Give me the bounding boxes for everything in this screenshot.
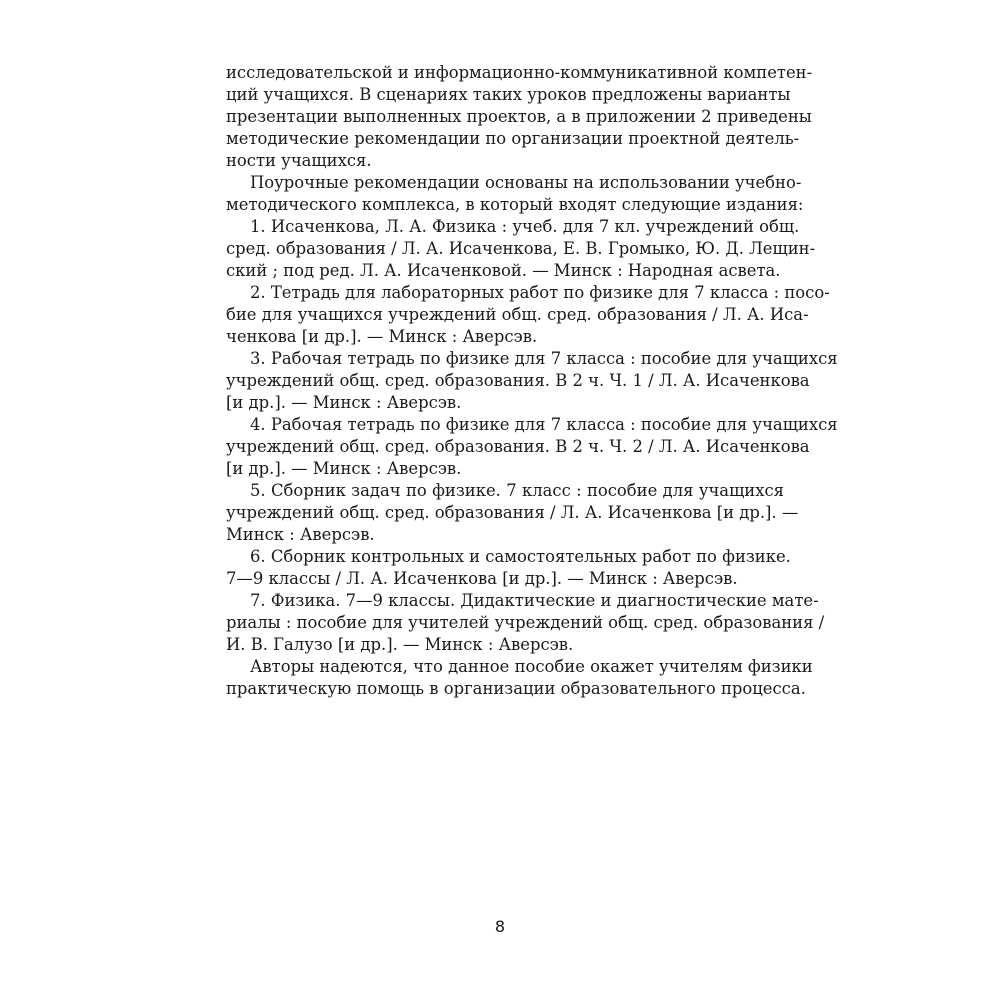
- text-line: ский ; под ред. Л. А. Исаченковой. — Минск : Народная асвета.: [226, 261, 781, 280]
- text-line: 1. Исаченкова, Л. А. Физика : учеб. для 7 кл. учреждений общ.: [250, 217, 800, 236]
- list-item-5: [226, 480, 799, 546]
- paragraph-umk-intro: [226, 172, 804, 216]
- text-line: 2. Тетрадь для лабораторных работ по физике для 7 класса : посо-: [250, 283, 830, 302]
- text-line: 5. Сборник задач по физике. 7 класс : пособие для учащихся: [250, 481, 784, 500]
- text-line: И. В. Галузо [и др.]. — Минск : Аверсэв.: [226, 635, 574, 654]
- text-line: 4. Рабочая тетрадь по физике для 7 класса : пособие для учащихся: [250, 415, 838, 434]
- text-line: [и др.]. — Минск : Аверсэв.: [226, 459, 462, 478]
- list-item-7: [226, 590, 825, 656]
- body-text: [226, 62, 838, 700]
- text-line: учреждений общ. сред. образования / Л. А. Исаченкова [и др.]. —: [226, 503, 799, 522]
- list-item-4: [226, 414, 838, 480]
- text-line: 7. Физика. 7—9 классы. Дидактические и диагностические мате-: [250, 591, 819, 610]
- list-item-1: [226, 216, 816, 282]
- text-line: сред. образования / Л. А. Исаченкова, Е. В. Громыко, Ю. Д. Лещин-: [226, 239, 816, 258]
- list-item-3: [226, 348, 838, 414]
- text-line: презентации выполненных проектов, а в приложении 2 приведены: [226, 107, 812, 126]
- text-line: учреждений общ. сред. образования. В 2 ч. Ч. 1 / Л. А. Исаченкова: [226, 371, 810, 390]
- text-line: ций учащихся. В сценариях таких уроков предложены варианты: [226, 85, 791, 104]
- text-line: [и др.]. — Минск : Аверсэв.: [226, 393, 462, 412]
- page-number: 8: [494, 917, 506, 936]
- text-line: исследовательской и информационно-коммуникативной компетен-: [226, 63, 813, 82]
- text-line: практическую помощь в организации образовательного процесса.: [226, 679, 806, 698]
- text-line: ности учащихся.: [226, 151, 372, 170]
- text-line: риалы : пособие для учителей учреждений общ. сред. образования /: [226, 613, 825, 632]
- paragraph-closing: [226, 656, 813, 700]
- text-line: 3. Рабочая тетрадь по физике для 7 класса : пособие для учащихся: [250, 349, 838, 368]
- text-line: методического комплекса, в который входят следующие издания:: [226, 195, 804, 214]
- text-line: методические рекомендации по организации проектной деятель-: [226, 129, 800, 148]
- text-line: Авторы надеются, что данное пособие окажет учителям физики: [250, 657, 813, 676]
- paragraph-intro-continuation: [226, 62, 813, 172]
- list-item-2: [226, 282, 830, 348]
- text-line: 6. Сборник контрольных и самостоятельных работ по физике.: [250, 547, 791, 566]
- list-item-6: [226, 546, 791, 590]
- text-line: Минск : Аверсэв.: [226, 525, 375, 544]
- text-line: Поурочные рекомендации основаны на использовании учебно-: [250, 173, 802, 192]
- text-line: бие для учащихся учреждений общ. сред. образования / Л. А. Иса-: [226, 305, 809, 324]
- text-line: ченкова [и др.]. — Минск : Аверсэв.: [226, 327, 538, 346]
- text-line: учреждений общ. сред. образования. В 2 ч. Ч. 2 / Л. А. Исаченкова: [226, 437, 810, 456]
- text-line: 7—9 классы / Л. А. Исаченкова [и др.]. — Минск : Аверсэв.: [226, 569, 738, 588]
